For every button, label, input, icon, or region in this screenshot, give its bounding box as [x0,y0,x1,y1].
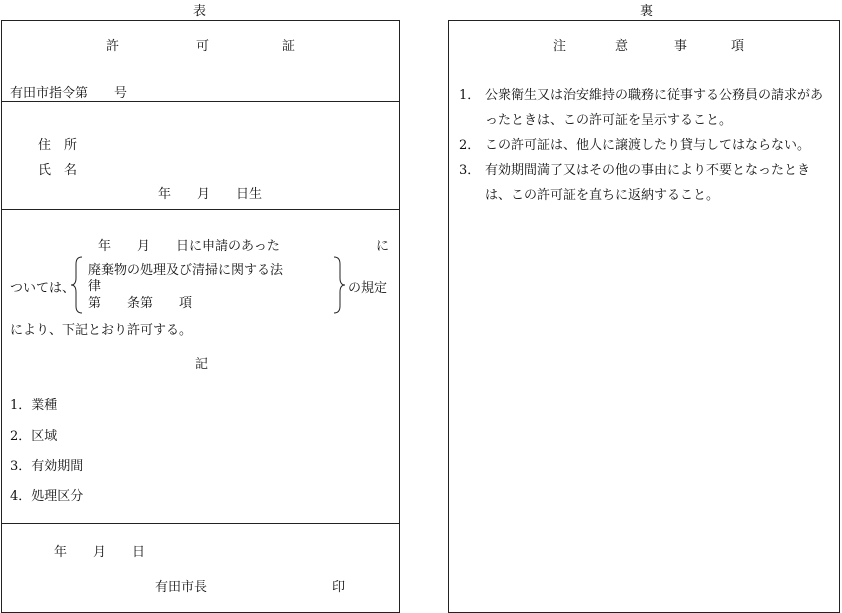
front-panel [1,20,400,613]
item-area: 2．区域 [10,429,58,444]
note-text: この許可証は、他人に譲渡したり貸与してはならない。 [485,138,811,153]
law-line-1: 廃棄物の処理及び清掃に関する法 [88,263,284,278]
note-text: 公衆衛生又は治安維持の職務に従事する公務員の請求があったときは、この許可証を呈示すること。 [485,88,824,128]
no-kitei: の規定 [348,281,388,296]
right-brace-icon [332,256,346,314]
divider-3 [2,523,399,524]
mayor-label: 有田市長 [155,580,208,595]
ni-tsuite: ついては、 [10,281,76,296]
left-brace-icon [70,256,84,314]
divider-2 [2,209,399,210]
back-title-3: 事 [674,39,688,54]
back-title-4: 項 [731,39,745,54]
note-item [459,83,834,133]
permit-number: 有田市指令第 号 [10,86,128,101]
seal-mark: 印 [332,580,346,595]
item-validity-period: 3．有効期間 [10,459,84,474]
back-caption: 裏 [640,4,654,19]
note-text: 有効期間満了又はその他の事由により不要となったときは、この許可証を直ちに返納すること。 [485,163,811,203]
name-label: 氏 名 [38,163,78,178]
ki-label: 記 [195,357,209,372]
back-title-1: 注 [553,39,567,54]
back-panel [448,20,840,613]
application-ni: に [376,239,390,254]
notes-list [459,83,834,208]
address-label: 住 所 [38,138,78,153]
note-number: 3． [459,163,481,178]
divider-1 [2,101,399,102]
note-number: 1． [459,88,481,103]
law-line-2: 律 [88,279,102,294]
permission-text: により、下記とおり許可する。 [10,323,193,338]
front-title-2: 可 [196,39,210,54]
back-title-2: 意 [615,39,629,54]
front-caption: 表 [193,4,207,19]
application-line: 年 月 日に申請のあった [98,239,280,254]
note-item [459,158,834,208]
note-number: 2． [459,138,481,153]
note-item [459,133,834,158]
issue-date: 年 月 日 [54,545,146,560]
front-title-3: 証 [282,39,296,54]
law-line-3: 第 条第 項 [88,296,193,311]
birth-date: 年 月 日生 [158,187,263,202]
front-title-1: 許 [106,39,120,54]
item-disposal-category: 4．処理区分 [10,489,84,504]
item-business-type: 1．業種 [10,398,58,413]
